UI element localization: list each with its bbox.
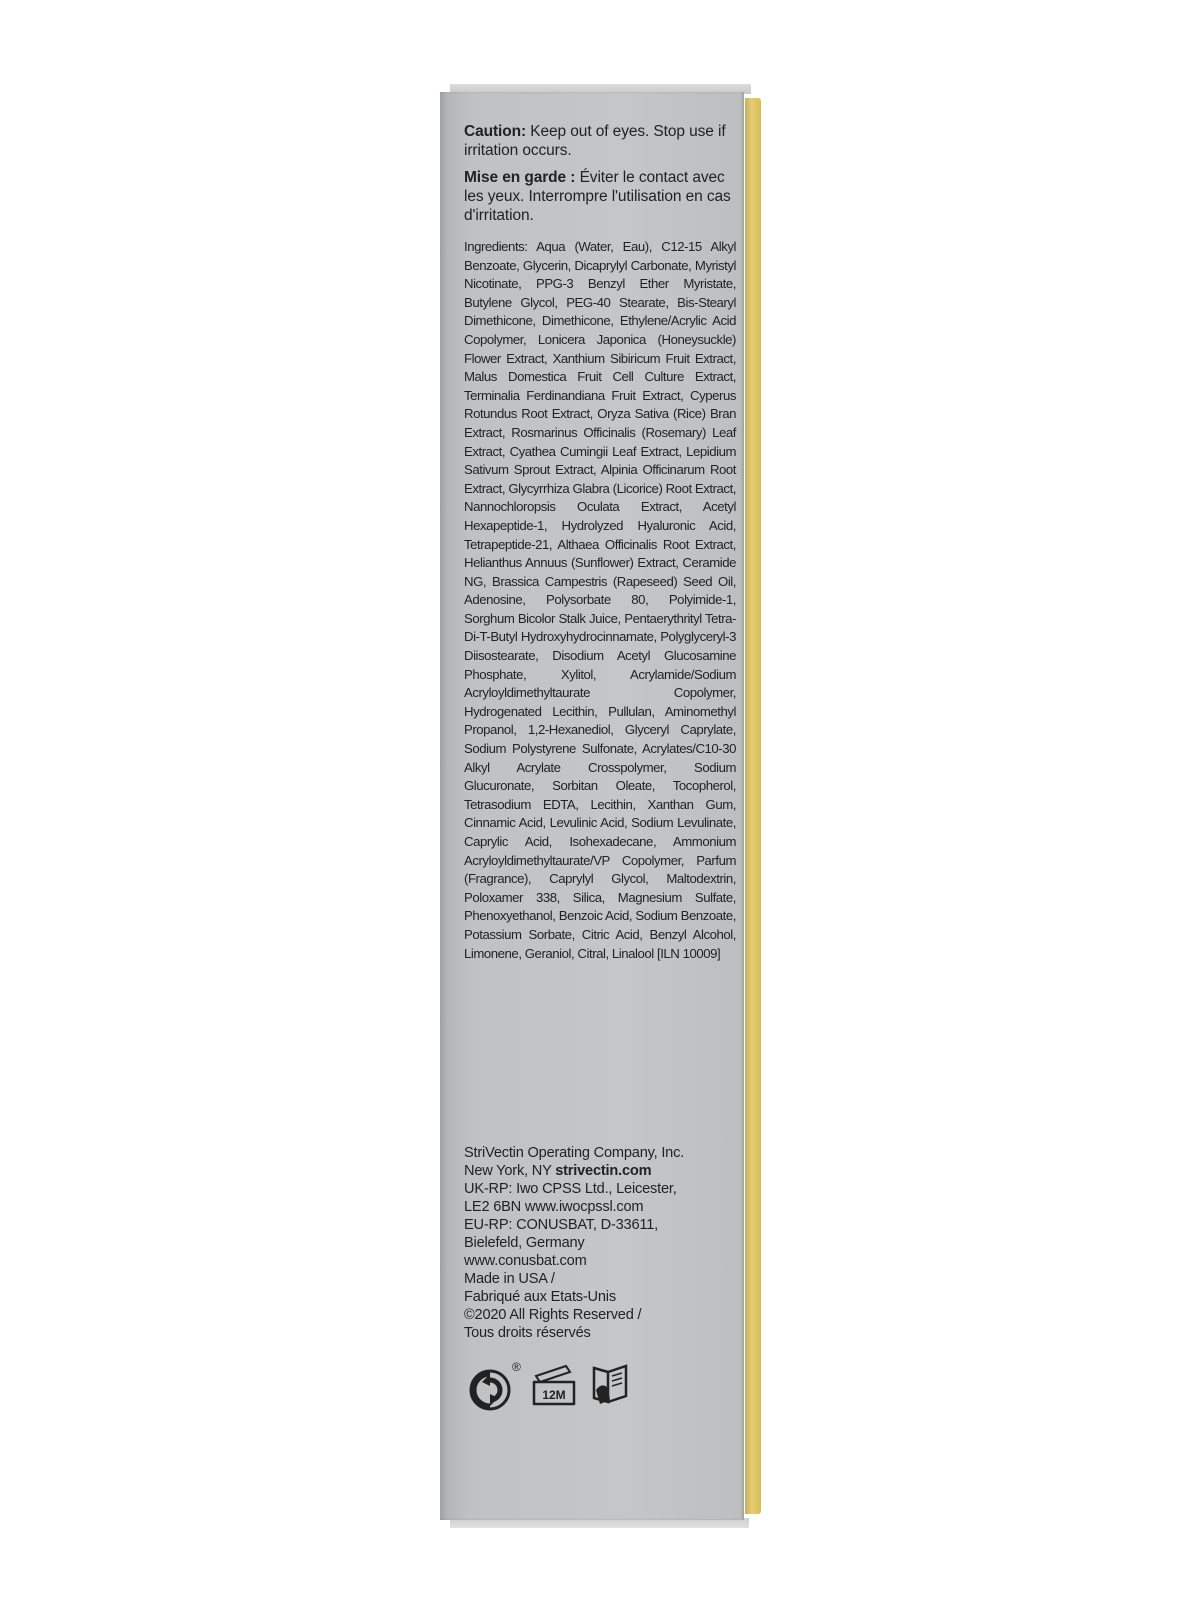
company-website: strivectin.com: [555, 1163, 652, 1179]
rights-fr: Tous droits réservés: [464, 1325, 591, 1341]
mise-en-garde-label: Mise en garde :: [464, 169, 576, 186]
product-box-side: [440, 84, 761, 1528]
pao-label: 12M: [542, 1388, 566, 1402]
registered-mark: ®: [512, 1360, 521, 1374]
green-dot-icon: [468, 1368, 512, 1412]
uk-rp-postcode: LE2 6BN: [464, 1199, 522, 1215]
caution-fr: [464, 168, 736, 225]
company-info: [464, 1144, 736, 1342]
uk-rp-website: www.iwocpssl.com: [524, 1199, 644, 1215]
company-name: StriVectin Operating Company, Inc.: [464, 1145, 685, 1161]
caution-en: [464, 122, 736, 160]
caution-label: Caution:: [464, 123, 527, 140]
gray-panel: [440, 92, 744, 1520]
uk-rp-postcode-line: [464, 1198, 712, 1216]
mise-en-garde-text: Éviter le contact avec les yeux. Interrompre l'utilisation en cas d'irritation.: [464, 169, 731, 224]
open-jar-icon: [530, 1362, 578, 1410]
company-city-line: [464, 1162, 712, 1180]
uk-rp-line: UK-RP: Iwo CPSS Ltd., Leicester,: [464, 1181, 677, 1197]
made-in-fr: Fabriqué aux Etats-Unis: [464, 1289, 616, 1305]
company-city: New York, NY: [464, 1163, 552, 1179]
refer-to-leaflet-icon: [588, 1360, 632, 1408]
symbols-row: [464, 1354, 664, 1418]
ingredients-list: Ingredients: Aqua (Water, Eau), C12-15 Alkyl Benzoate, Glycerin, Dicaprylyl Carbonate, Myristyl Nicotinate, PPG-3 Benzyl Ether Myristate, Butylene Glycol, PEG-40 Stearate, Bis-Stearyl Dimethicone, Dimethicone, Ethylene/Acrylic Acid Copolymer, Lonicera Japonica (Honeysuckle) Flower Extract, Xanthium Sibiricum Fruit Extract, Malus Domestica Fruit Cell Culture Extract, Terminalia Ferdinandiana Fruit Extract, Cyperus Rotundus Root Extract, Oryza Sativa (Rice) Bran Extract, Rosmarinus Officinalis (Rosemary) Leaf Extract, Cyathea Cumingii Leaf Extract, Lepidium Sativum Sprout Extract, Alpinia Officinarum Root Extract, Glycyrrhiza Glabra (Licorice) Root Extract, Nannochloropsis Oculata Extract, Acetyl Hexapeptide-1, Hydrolyzed Hyaluronic Acid, Tetrapeptide-21, Althaea Officinalis Root Extract, Helianthus Annuus (Sunflower) Extract, Ceramide NG, Brassica Campestris (Rapeseed) Seed Oil, Adenosine, Polysorbate 80, Polyimide-1, Sorghum Bicolor Stalk Juice, Pentaerythrityl Tetra-Di-T-Butyl Hydroxyhydrocinnamate, Polyglyceryl-3 Diisostearate, Disodium Acetyl Glucosamine Phosphate, Xylitol, Acrylamide/Sodium Acryloyldimethyltaurate Copolymer, Hydrogenated Lecithin, Pullulan, Aminomethyl Propanol, 1,2-Hexanediol, Glyceryl Caprylate, Sodium Polystyrene Sulfonate, Acrylates/C10-30 Alkyl Acrylate Crosspolymer, Sodium Glucuronate, Sorbitan Oleate, Tocopherol, Tetrasodium EDTA, Lecithin, Xanthan Gum, Cinnamic Acid, Levulinic Acid, Sodium Levulinate, Caprylic Acid, Isohexadecane, Ammonium Acryloyldimethyltaurate/VP Copolymer, Parfum (Fragrance), Caprylyl Glycol, Maltodextrin, Poloxamer 338, Silica, Magnesium Sulfate, Phenoxyethanol, Benzoic Acid, Sodium Benzoate, Potassium Sorbate, Citric Acid, Benzyl Alcohol, Limonene, Geraniol, Citral, Linalool [ILN 10009]: [464, 239, 736, 961]
made-in-en: Made in USA /: [464, 1271, 555, 1287]
rights-en: ©2020 All Rights Reserved /: [464, 1307, 642, 1323]
eu-rp-website: www.conusbat.com: [464, 1253, 587, 1269]
box-side-edge: [745, 98, 761, 1514]
eu-rp-city: Bielefeld, Germany: [464, 1235, 585, 1251]
caution-text: Keep out of eyes. Stop use if irritation occurs.: [464, 123, 726, 159]
eu-rp-line: EU-RP: CONUSBAT, D-33611,: [464, 1217, 658, 1233]
